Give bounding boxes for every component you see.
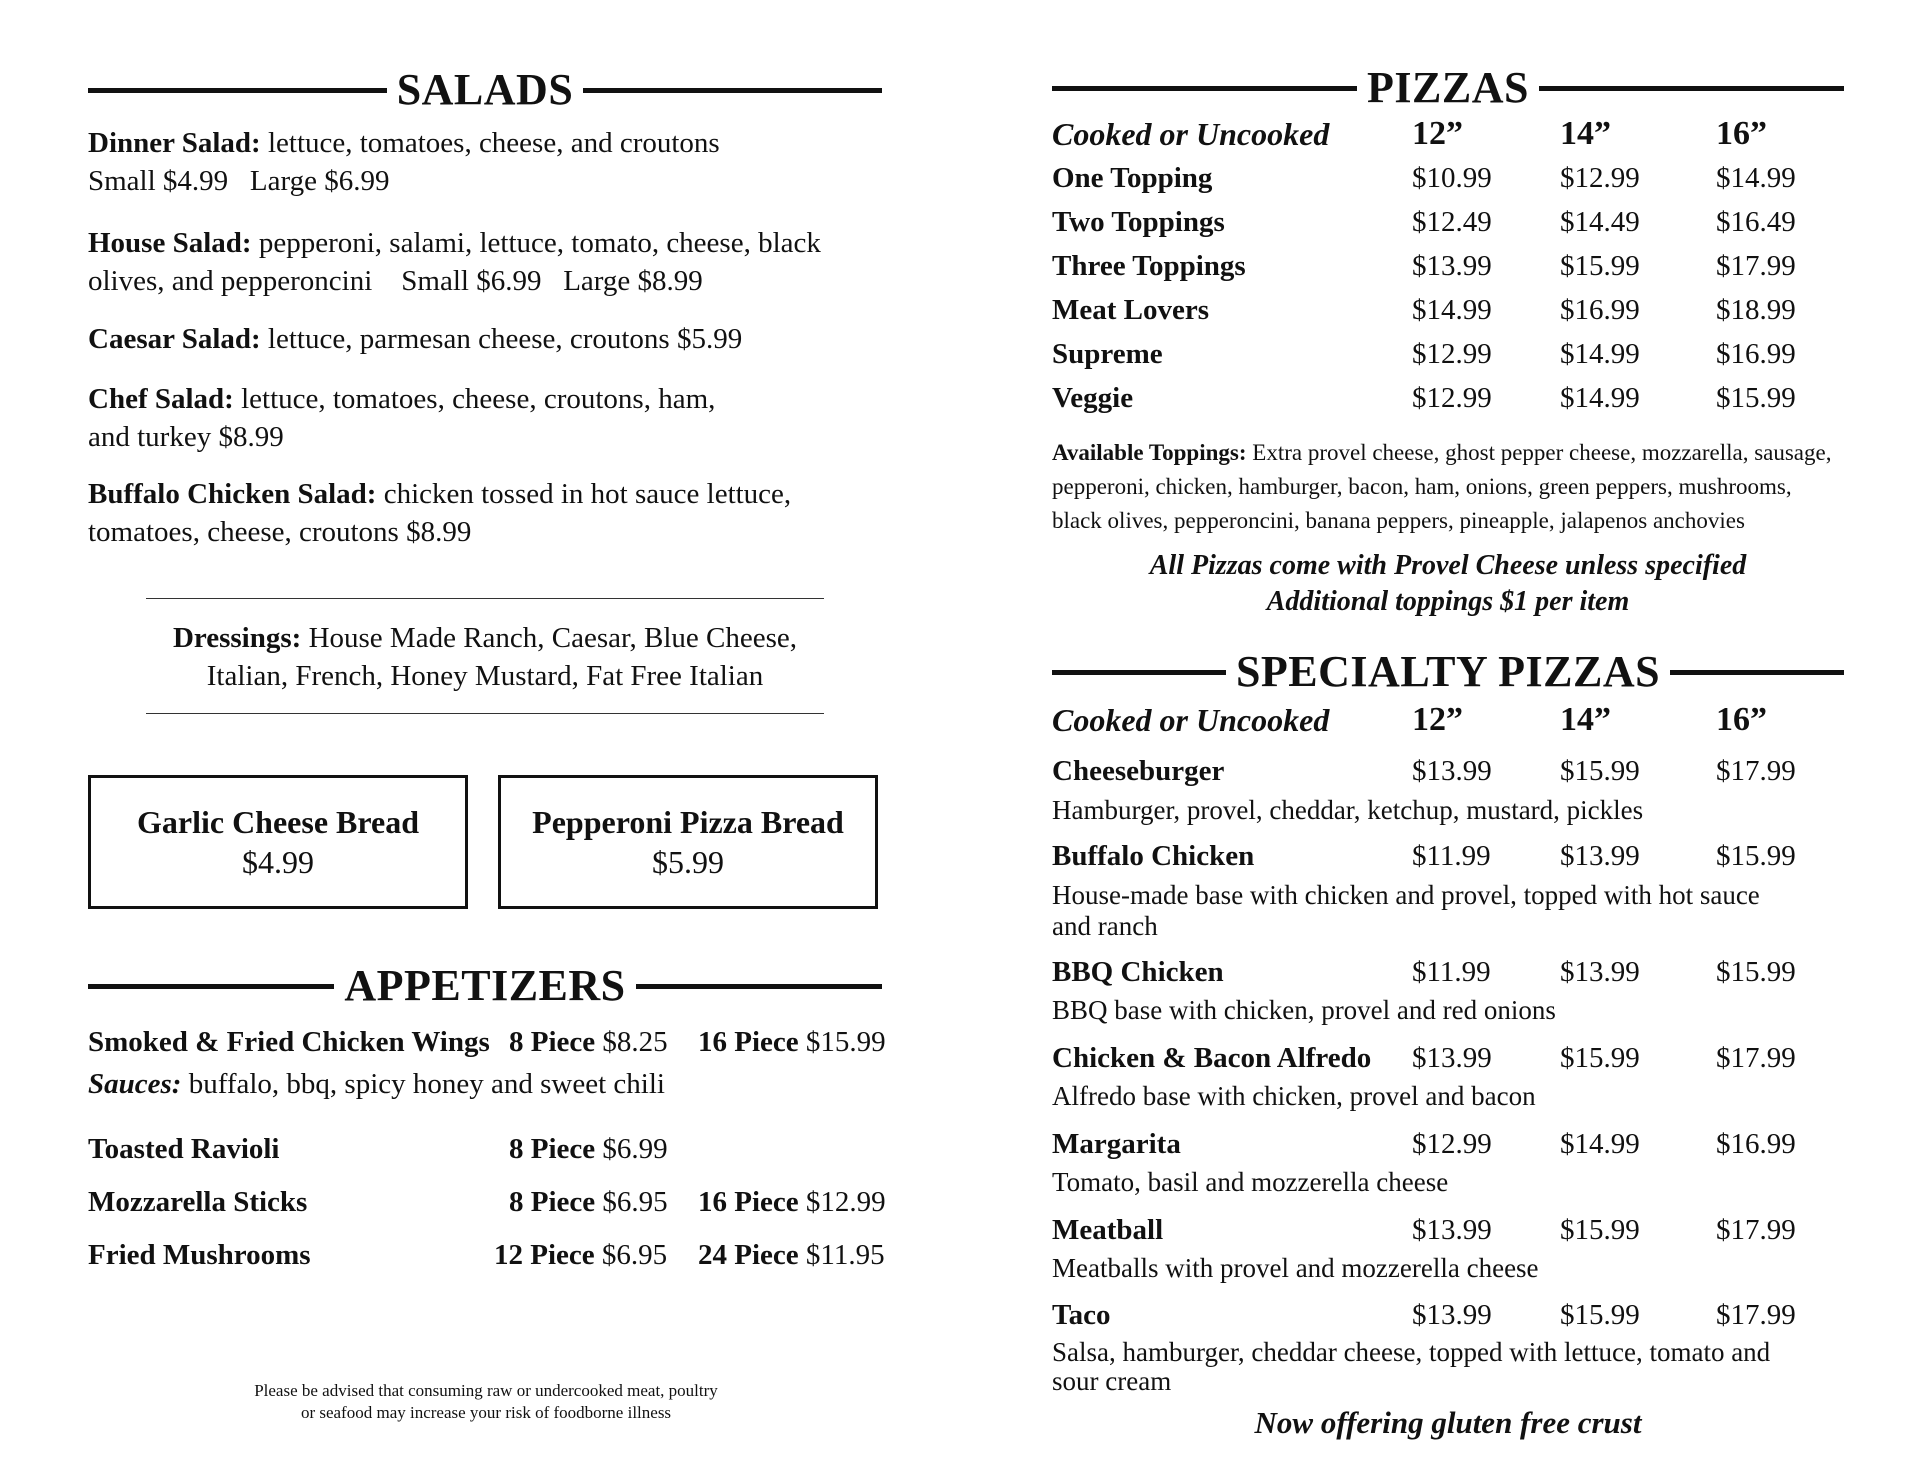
divider [146, 598, 824, 599]
specialty-row [1052, 1124, 1844, 1164]
price-12: $14.99 [1412, 294, 1492, 326]
dressings [88, 619, 882, 695]
heading-rule-left [1052, 670, 1226, 675]
pizza-name: Taco [1052, 1299, 1111, 1331]
price-14: $12.99 [1560, 162, 1640, 194]
price-12: $13.99 [1412, 1214, 1492, 1246]
price-12: $12.99 [1412, 382, 1492, 414]
desc-line: Meatballs with provel and mozzerella cheese [1052, 1253, 1539, 1283]
appetizer-row [88, 1129, 882, 1169]
appetizer-row [88, 1235, 885, 1275]
pizza-name: Three Toppings [1052, 250, 1246, 282]
price-16: $17.99 [1716, 1214, 1796, 1246]
specialty-desc [1052, 1081, 1844, 1112]
toppings-line1: Extra provel cheese, ghost pepper cheese, mozzarella, sausage, [1252, 440, 1832, 465]
specialty-row [1052, 751, 1844, 791]
sauces-line [88, 1064, 882, 1104]
desc-line: BBQ base with chicken, provel and red onions [1052, 995, 1556, 1025]
heading-rule-right [583, 88, 882, 93]
piece-count: 8 Piece [509, 1026, 596, 1058]
price-16: $18.99 [1716, 294, 1796, 326]
desc-line: House-made base with chicken and provel, topped with hot sauce [1052, 880, 1760, 910]
bread-price: $5.99 [652, 844, 724, 880]
appetizer-name: Toasted Ravioli [88, 1133, 280, 1165]
salad-item [88, 124, 882, 200]
appetizer-option-1 [509, 1129, 668, 1169]
header-14: 14” [1560, 115, 1611, 152]
bread-box [498, 775, 878, 909]
desc-line-2: sour cream [1052, 1366, 1172, 1396]
salad-name: Buffalo Chicken Salad: [88, 478, 377, 510]
pizza-notes [1052, 548, 1844, 620]
specialty-desc [1052, 795, 1844, 826]
salad-item [88, 320, 882, 358]
heading-rule-left [1052, 86, 1357, 91]
heading-rule-left [88, 984, 334, 989]
header-cooked: Cooked or Uncooked [1052, 702, 1330, 738]
toppings-line2: pepperoni, chicken, hamburger, bacon, ham, onions, green peppers, mushrooms, [1052, 474, 1792, 499]
specialty-row [1052, 836, 1844, 876]
specialty-row [1052, 952, 1844, 992]
piece-count: 24 Piece [698, 1239, 799, 1271]
salad-name: Chef Salad: [88, 383, 234, 415]
pizza-row [1052, 158, 1844, 198]
desc-line: Hamburger, provel, cheddar, ketchup, mustard, pickles [1052, 795, 1644, 825]
price-16: $16.49 [1716, 206, 1796, 238]
gluten-free-note: Now offering gluten free crust [1254, 1405, 1642, 1440]
appetizer-row [88, 1182, 886, 1222]
salad-item [88, 475, 882, 551]
piece-count: 12 Piece [494, 1239, 595, 1271]
bread-name: Garlic Cheese Bread [136, 804, 419, 840]
piece-price: $6.95 [602, 1186, 668, 1218]
header-12: 12” [1412, 701, 1463, 738]
specialty-desc [1052, 880, 1844, 942]
piece-price: $6.99 [602, 1133, 668, 1165]
price-16: $17.99 [1716, 1299, 1796, 1331]
pizza-name: One Topping [1052, 162, 1213, 194]
salad-item [88, 224, 882, 300]
piece-price: $8.25 [602, 1026, 668, 1058]
pizzas-title: PIZZAS [1367, 63, 1529, 112]
appetizer-name: Fried Mushrooms [88, 1239, 311, 1271]
bread-price: $4.99 [242, 844, 314, 880]
pizza-row [1052, 202, 1844, 242]
price-16: $14.99 [1716, 162, 1796, 194]
price-12: $11.99 [1412, 840, 1491, 872]
price-12: $12.99 [1412, 338, 1492, 370]
pizza-row [1052, 246, 1844, 286]
price-14: $15.99 [1560, 1042, 1640, 1074]
salad-desc: lettuce, tomatoes, cheese, and croutons [267, 127, 720, 159]
appetizer-option-1 [494, 1235, 667, 1275]
header-16: 16” [1716, 115, 1767, 152]
price-16: $16.99 [1716, 1128, 1796, 1160]
specialty-row [1052, 1295, 1844, 1335]
salad-price-line: tomatoes, cheese, croutons $8.99 [88, 516, 472, 548]
header-16: 16” [1716, 701, 1767, 738]
salad-desc: lettuce, parmesan cheese, croutons $5.99 [267, 323, 743, 355]
additional-toppings-note: Additional toppings $1 per item [1266, 586, 1630, 617]
price-14: $13.99 [1560, 840, 1640, 872]
price-16: $17.99 [1716, 755, 1796, 787]
header-12: 12” [1412, 115, 1463, 152]
salads-heading [88, 64, 882, 116]
toppings-label: Available Toppings: [1052, 440, 1247, 465]
salad-price-line: olives, and pepperoncini Small $6.99 Large $8.99 [88, 265, 703, 297]
heading-rule-left [88, 88, 387, 93]
price-14: $15.99 [1560, 1299, 1640, 1331]
specialty-desc [1052, 1338, 1844, 1396]
desc-line: Tomato, basil and mozzerella cheese [1052, 1167, 1449, 1197]
heading-rule-right [636, 984, 882, 989]
price-12: $11.99 [1412, 956, 1491, 988]
salad-name: House Salad: [88, 227, 252, 259]
divider [146, 713, 824, 714]
dressings-line1: House Made Ranch, Caesar, Blue Cheese, [308, 622, 798, 654]
piece-count: 16 Piece [698, 1026, 799, 1058]
price-12: $10.99 [1412, 162, 1492, 194]
piece-price: $15.99 [805, 1026, 886, 1058]
price-14: $14.49 [1560, 206, 1640, 238]
dressings-label: Dressings: [172, 622, 302, 654]
specialty-desc [1052, 1167, 1844, 1198]
appetizer-name: Smoked & Fried Chicken Wings [88, 1026, 490, 1058]
salad-desc: pepperoni, salami, lettuce, tomato, cheese, black [258, 227, 821, 259]
pizza-name: Chicken & Bacon Alfredo [1052, 1042, 1372, 1074]
specialty-title: SPECIALTY PIZZAS [1235, 647, 1661, 696]
price-16: $17.99 [1716, 250, 1796, 282]
appetizer-option-2 [698, 1235, 885, 1275]
toppings-line3: black olives, pepperoncini, banana peppers, pineapple, jalapenos anchovies [1052, 508, 1745, 533]
piece-count: 16 Piece [698, 1186, 799, 1218]
pizza-name: BBQ Chicken [1052, 956, 1224, 988]
salad-price-line: Small $4.99 Large $6.99 [88, 165, 390, 197]
pizza-row [1052, 290, 1844, 330]
specialty-desc [1052, 995, 1844, 1026]
pizza-name: Supreme [1052, 338, 1163, 370]
available-toppings [1052, 436, 1852, 538]
piece-count: 8 Piece [509, 1133, 596, 1165]
piece-price: $12.99 [805, 1186, 886, 1218]
desc-line: Alfredo base with chicken, provel and bacon [1052, 1081, 1536, 1111]
salad-item [88, 380, 882, 456]
specialty-row [1052, 1038, 1844, 1078]
salad-desc: lettuce, tomatoes, cheese, croutons, ham, [241, 383, 716, 415]
disclaimer-line2: or seafood may increase your risk of foodborne illness [300, 1403, 672, 1422]
pizza-row [1052, 378, 1844, 418]
price-14: $14.99 [1560, 338, 1640, 370]
dressings-line2: Italian, French, Honey Mustard, Fat Free Italian [206, 660, 764, 692]
salad-name: Caesar Salad: [88, 323, 261, 355]
bread-box [88, 775, 468, 909]
pizza-name: Meatball [1052, 1214, 1164, 1246]
appetizer-option-1 [509, 1022, 668, 1062]
piece-count: 8 Piece [509, 1186, 596, 1218]
pizza-name: Veggie [1052, 382, 1134, 414]
price-16: $16.99 [1716, 338, 1796, 370]
salad-desc: chicken tossed in hot sauce lettuce, [383, 478, 792, 510]
price-14: $15.99 [1560, 1214, 1640, 1246]
salad-name: Dinner Salad: [88, 127, 261, 159]
price-12: $13.99 [1412, 755, 1492, 787]
price-16: $15.99 [1716, 382, 1796, 414]
heading-rule-right [1670, 670, 1844, 675]
price-12: $12.99 [1412, 1128, 1492, 1160]
pizza-name: Two Toppings [1052, 206, 1225, 238]
appetizer-option-2 [698, 1022, 886, 1062]
price-14: $15.99 [1560, 755, 1640, 787]
heading-rule-right [1539, 86, 1844, 91]
salad-price-line: and turkey $8.99 [88, 421, 284, 453]
pizza-name: Cheeseburger [1052, 755, 1225, 787]
appetizers-heading [88, 960, 882, 1012]
specialty-row [1052, 1210, 1844, 1250]
provel-note: All Pizzas come with Provel Cheese unless specified [1149, 550, 1747, 581]
pizza-name: Meat Lovers [1052, 294, 1210, 326]
header-14: 14” [1560, 701, 1611, 738]
bread-name: Pepperoni Pizza Bread [532, 804, 844, 840]
sauces-label: Sauces: [88, 1068, 182, 1100]
sauces [88, 1064, 665, 1104]
price-12: $13.99 [1412, 1042, 1492, 1074]
price-14: $16.99 [1560, 294, 1640, 326]
price-16: $15.99 [1716, 840, 1796, 872]
header-cooked: Cooked or Uncooked [1052, 116, 1330, 152]
desc-line-2: and ranch [1052, 911, 1158, 941]
appetizers-title: APPETIZERS [344, 961, 626, 1010]
sauces-text: buffalo, bbq, spicy honey and sweet chili [188, 1068, 665, 1100]
piece-price: $11.95 [805, 1239, 885, 1271]
appetizer-option-2 [698, 1182, 886, 1222]
price-14: $15.99 [1560, 250, 1640, 282]
specialty-desc [1052, 1253, 1844, 1284]
price-14: $14.99 [1560, 382, 1640, 414]
pizzas-heading [1052, 62, 1844, 114]
price-14: $13.99 [1560, 956, 1640, 988]
appetizer-name: Mozzarella Sticks [88, 1186, 308, 1218]
desc-line: Salsa, hamburger, cheddar cheese, topped with lettuce, tomato and [1052, 1337, 1771, 1367]
pizza-row [1052, 334, 1844, 374]
price-12: $13.99 [1412, 250, 1492, 282]
specialty-heading [1052, 646, 1844, 698]
piece-price: $6.95 [601, 1239, 668, 1271]
disclaimer-line1: Please be advised that consuming raw or undercooked meat, poultry [254, 1381, 718, 1400]
appetizer-row [88, 1022, 886, 1062]
pizza-name: Buffalo Chicken [1052, 840, 1255, 872]
pizza-table-header [1052, 114, 1844, 154]
price-12: $12.49 [1412, 206, 1492, 238]
food-safety-disclaimer [188, 1380, 784, 1424]
price-16: $15.99 [1716, 956, 1796, 988]
pizza-name: Margarita [1052, 1128, 1181, 1160]
appetizer-option-1 [509, 1182, 668, 1222]
price-16: $17.99 [1716, 1042, 1796, 1074]
specialty-table-header [1052, 700, 1844, 740]
price-12: $13.99 [1412, 1299, 1492, 1331]
salads-title: SALADS [396, 65, 574, 114]
price-14: $14.99 [1560, 1128, 1640, 1160]
